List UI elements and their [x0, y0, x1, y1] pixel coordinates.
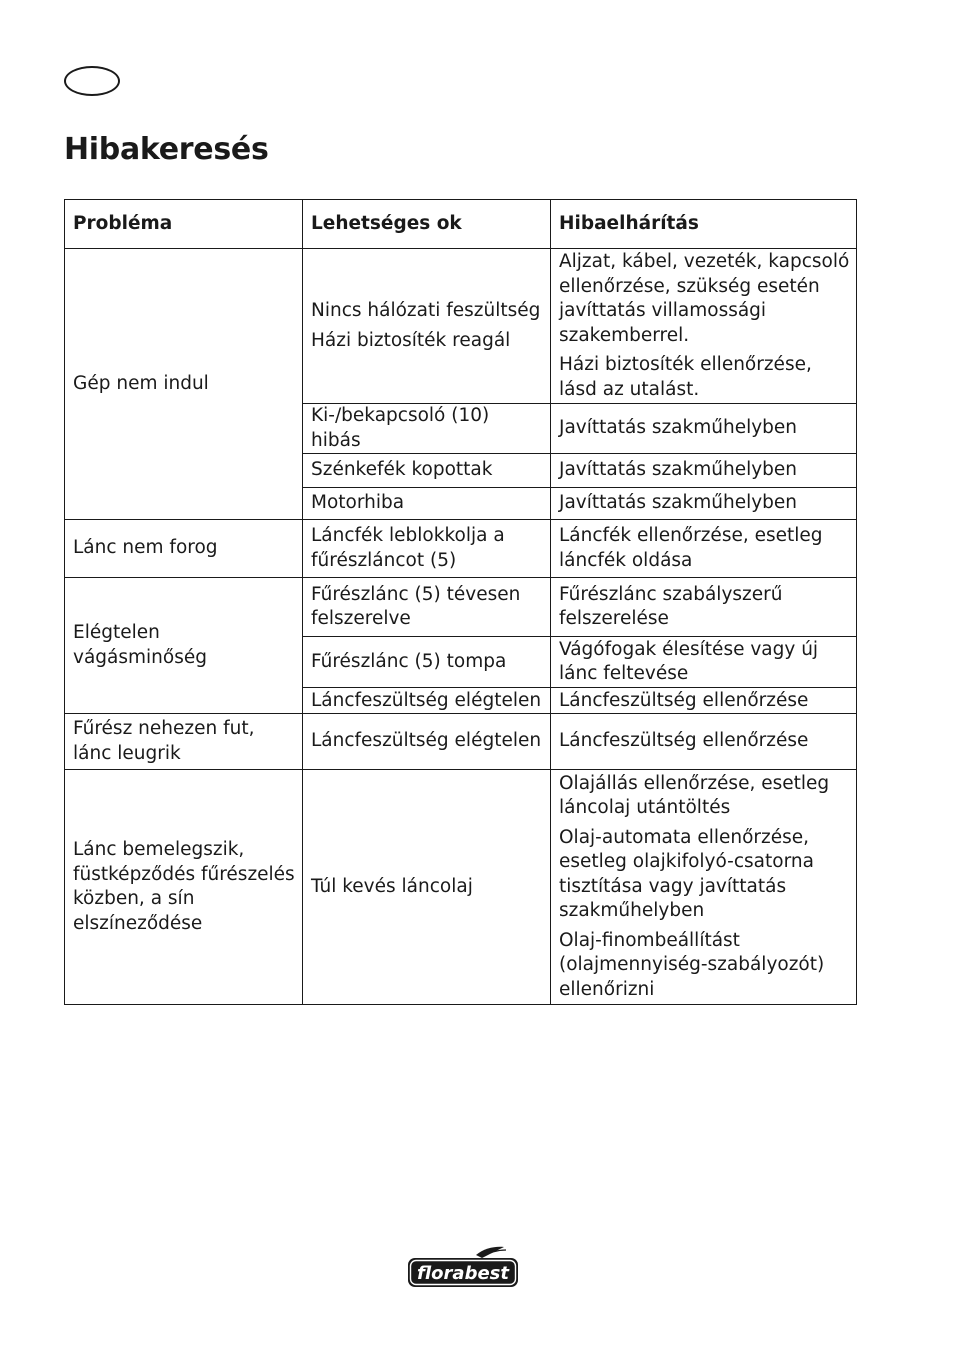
remedy-text: Olajállás ellenőrzése, esetleg láncolaj utántöltés — [559, 772, 830, 819]
troubleshooting-table — [64, 199, 857, 1005]
florabest-logo — [406, 1246, 520, 1288]
remedy-cell: Fűrészlánc szabályszerű felszerelése — [551, 578, 857, 637]
cause-cell: Szénkefék kopottak — [303, 454, 551, 488]
cause-cell: Láncfeszültség elégtelen — [303, 714, 551, 770]
cause-cell: Fűrészlánc (5) tompa — [303, 637, 551, 688]
cause-cell: Ki-/bekapcsoló (10) hibás — [303, 404, 551, 454]
header-remedy: Hibaelhárítás — [551, 200, 857, 249]
cause-cell — [303, 249, 551, 404]
problem-cell: Lánc nem forog — [65, 520, 303, 578]
table-row — [65, 520, 857, 578]
table-header-row — [65, 200, 857, 249]
remedy-cell: Javíttatás szakműhelyben — [551, 404, 857, 454]
cause-text: Nincs hálózati feszültség — [311, 300, 541, 321]
problem-cell: Fűrész nehezen fut, lánc leugrik — [65, 714, 303, 770]
cause-cell: Túl kevés láncolaj — [303, 770, 551, 1005]
cause-cell: Láncfék leblokkolja a fűrészláncot (5) — [303, 520, 551, 578]
problem-cell: Elégtelen vágásminőség — [65, 578, 303, 714]
remedy-cell: Láncfeszültség ellenőrzése — [551, 688, 857, 714]
problem-cell: Gép nem indul — [65, 249, 303, 520]
table-row — [65, 770, 857, 1005]
header-cause: Lehetséges ok — [303, 200, 551, 249]
table-row — [65, 249, 857, 404]
cause-cell: Láncfeszültség elégtelen — [303, 688, 551, 714]
table-row — [65, 578, 857, 637]
language-badge — [64, 66, 120, 96]
cause-text: Házi biztosíték reagál — [311, 329, 511, 351]
remedy-text: Aljzat, kábel, vezeték, kapcsoló ellenőrzése, szükség esetén javíttatás villamossági szakemberrel. — [559, 251, 850, 346]
cause-cell: Fűrészlánc (5) tévesen felszerelve — [303, 578, 551, 637]
remedy-text: Házi biztosíték ellenőrzése, lásd az utalást. — [559, 354, 812, 400]
remedy-cell: Vágófogak élesítése vagy új lánc feltevése — [551, 637, 857, 688]
table-row — [65, 714, 857, 770]
remedy-text: Olaj-automata ellenőrzése, esetleg olajkifolyó-csatorna tisztítása vagy javíttatás szakműhelyben — [559, 826, 814, 922]
problem-cell: Lánc bemelegszik, füstképződés fűrészelés közben, a sín elszíneződése — [65, 770, 303, 1005]
page-title: Hibakeresés — [64, 132, 269, 167]
remedy-cell: Láncfék ellenőrzése, esetleg láncfék oldása — [551, 520, 857, 578]
remedy-cell: Javíttatás szakműhelyben — [551, 454, 857, 488]
remedy-cell: Láncfeszültség ellenőrzése — [551, 714, 857, 770]
remedy-text: Olaj-finombeállítást (olajmennyiség-szabályozót) ellenőrizni — [559, 929, 825, 1000]
remedy-cell: Javíttatás szakműhelyben — [551, 488, 857, 520]
logo-text: florabest — [417, 1263, 509, 1284]
remedy-cell — [551, 770, 857, 1005]
header-problem: Probléma — [65, 200, 303, 249]
remedy-cell — [551, 249, 857, 404]
cause-cell: Motorhiba — [303, 488, 551, 520]
florabest-logo-graphic — [406, 1246, 520, 1288]
